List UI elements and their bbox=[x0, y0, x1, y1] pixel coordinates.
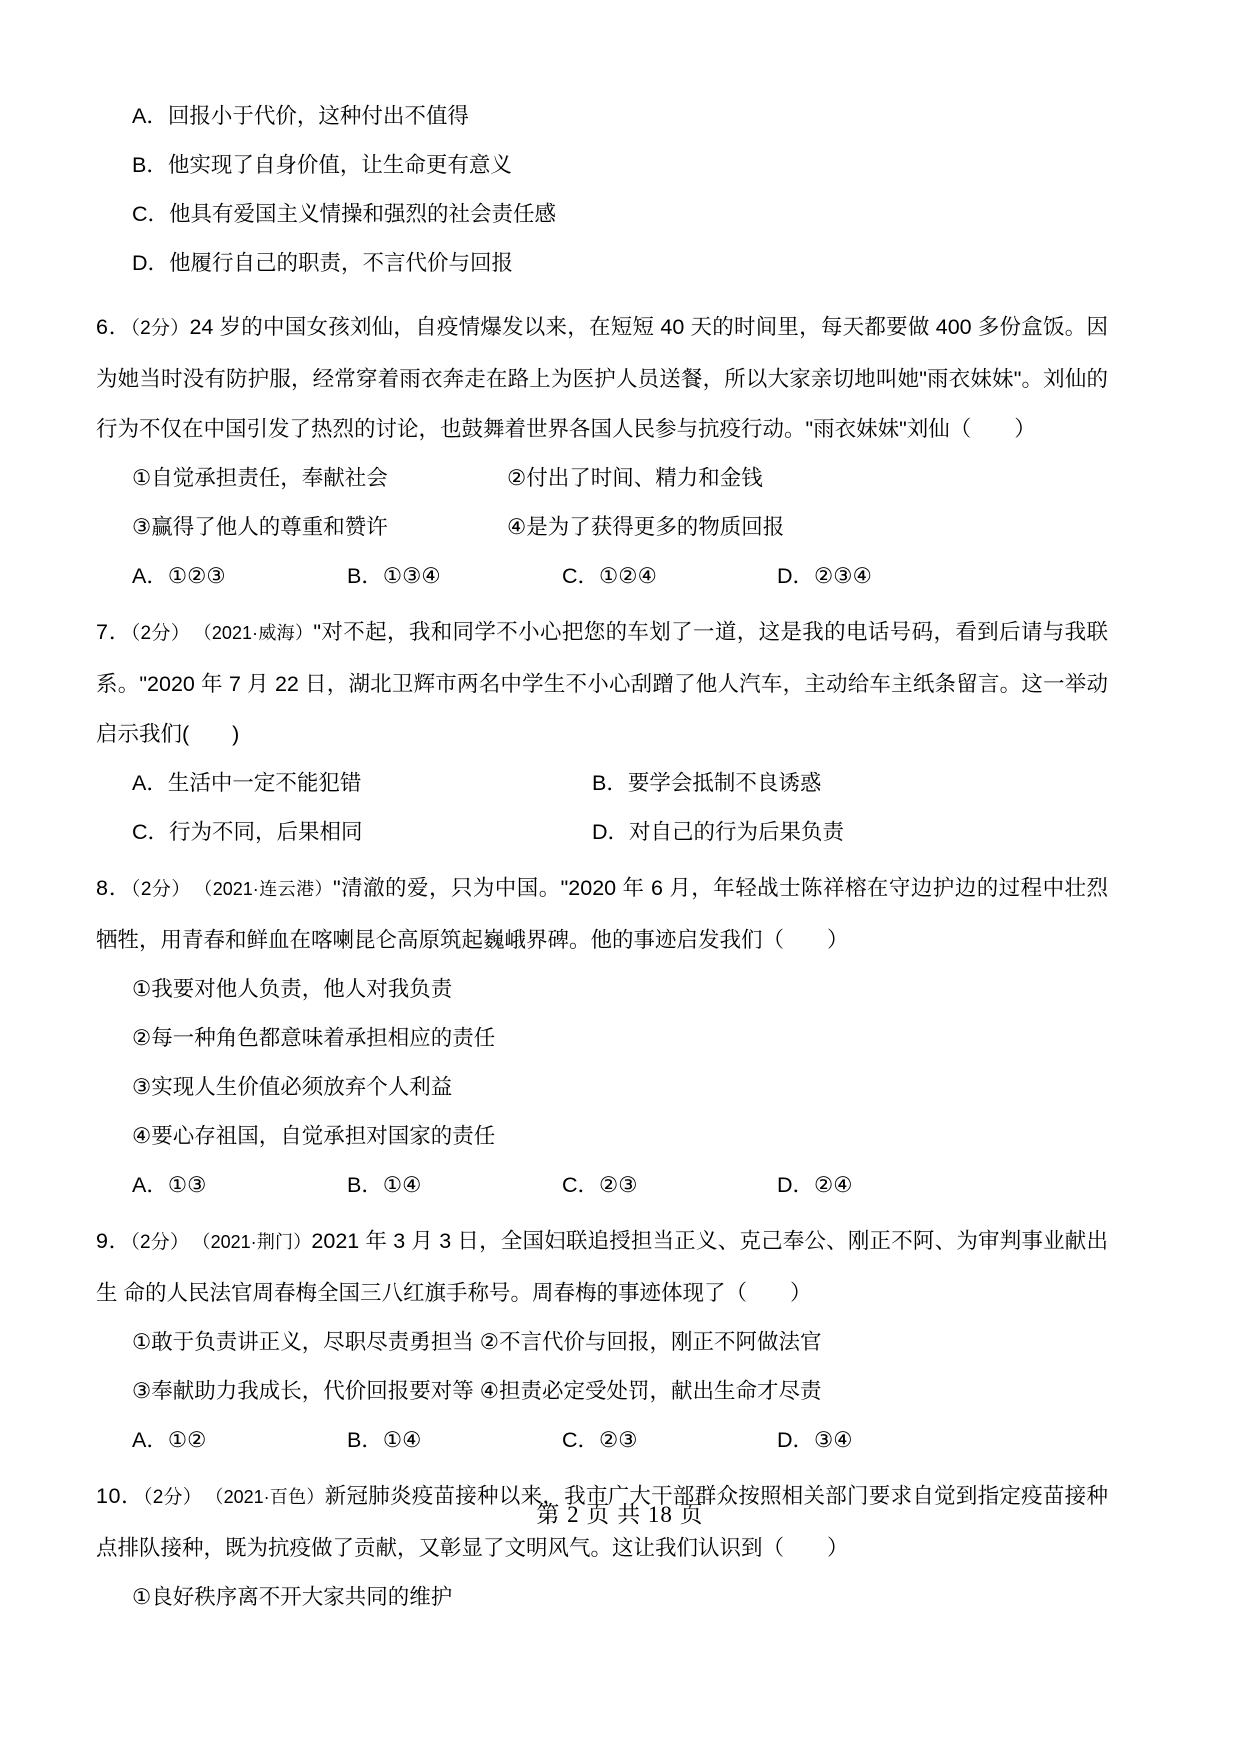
question-9-item-row-1: ①敢于负责讲正义，尽职尽责勇担当 ②不言代价与回报，刚正不阿做法官 bbox=[132, 1330, 822, 1354]
question-8-choices bbox=[96, 1161, 1108, 1210]
question-8 bbox=[96, 863, 1108, 1210]
question-7-stem: 7．（2分） （2021·威海）"对不起，我和同学不小心把您的车划了一道，这是我的电话号码，看到后请与我联系。"2020 年 7 月 22 日，湖北卫辉市两名中学生不小心刮蹭了他人汽车，主动给车主纸条留言。这一举动启示我们( ) bbox=[96, 620, 1108, 746]
carryover-option-b: B．他实现了自身价值，让生命更有意义 bbox=[132, 153, 512, 177]
page-content bbox=[96, 92, 1108, 1622]
question-7-choice-b[interactable]: B．要学会抵制不良诱惑 bbox=[592, 771, 822, 795]
question-6-choice-c[interactable]: C．①②④ bbox=[562, 564, 657, 588]
question-7-choice-c[interactable]: C．行为不同，后果相同 bbox=[132, 820, 363, 844]
question-8-stem: 8．（2分） （2021·连云港）"清澈的爱，只为中国。"2020 年 6 月，年轻战士陈祥榕在守边护边的过程中壮烈牺牲，用青春和鲜血在喀喇昆仑高原筑起巍峨界碑。他的事迹启发我们（ ） bbox=[96, 876, 1108, 952]
question-6-items-row-1 bbox=[96, 454, 1108, 503]
question-9-choices bbox=[96, 1416, 1108, 1465]
question-10 bbox=[96, 1471, 1108, 1622]
page-footer: 第 2 页 共 18 页 bbox=[536, 1502, 704, 1527]
question-7-source: （2021·威海） bbox=[202, 623, 314, 643]
question-6-item-4: ④是为了获得更多的物质回报 bbox=[507, 515, 785, 539]
question-8-text: "清澈的爱，只为中国。"2020 年 6 月，年轻战士陈祥榕在守边护边的过程中壮烈牺牲，用青春和鲜血在喀喇昆仑高原筑起巍峨界碑。他的事迹启发我们（ ） bbox=[96, 876, 1108, 952]
question-9-choice-a[interactable]: A．①② bbox=[132, 1428, 207, 1452]
question-9-choice-b[interactable]: B．①④ bbox=[347, 1428, 422, 1452]
question-9-source: （2021·荆门） bbox=[201, 1232, 312, 1252]
question-9-number: 9 bbox=[96, 1229, 109, 1253]
question-7-text: "对不起，我和同学不小心把您的车划了一道，这是我的电话号码，看到后请与我联系。"2020 年 7 月 22 日，湖北卫辉市两名中学生不小心刮蹭了他人汽车，主动给车主纸条留言。这一举动启示我们( ) bbox=[96, 620, 1108, 746]
carryover-option-c: C．他具有爱国主义情操和强烈的社会责任感 bbox=[132, 202, 557, 226]
question-7-choice-d[interactable]: D．对自己的行为后果负责 bbox=[592, 820, 845, 844]
carryover-option-d: D．他履行自己的职责，不言代价与回报 bbox=[132, 251, 514, 275]
question-10-item-1: ①良好秩序离不开大家共同的维护 bbox=[132, 1585, 453, 1609]
question-6-choices bbox=[96, 552, 1108, 601]
question-9-choice-d[interactable]: D．③④ bbox=[777, 1428, 853, 1452]
question-8-source: （2021·连云港） bbox=[203, 879, 334, 899]
question-8-marks: （2分） bbox=[130, 879, 182, 900]
question-8-choice-b[interactable]: B．①④ bbox=[347, 1173, 422, 1197]
question-9-choice-c[interactable]: C．②③ bbox=[562, 1428, 638, 1452]
question-8-item-1: ①我要对他人负责，他人对我负责 bbox=[132, 977, 453, 1001]
question-6 bbox=[96, 302, 1108, 601]
question-8-number: 8 bbox=[96, 876, 109, 900]
question-8-item-2: ②每一种角色都意味着承担相应的责任 bbox=[132, 1026, 496, 1050]
question-8-choice-c[interactable]: C．②③ bbox=[562, 1173, 638, 1197]
question-7-number: 7 bbox=[96, 620, 109, 644]
question-7-marks: （2分） bbox=[130, 623, 181, 644]
question-7-choices-row-1 bbox=[96, 759, 1108, 808]
question-8-choice-d[interactable]: D．②④ bbox=[777, 1173, 853, 1197]
question-8-item-3: ③实现人生价值必须放弃个人利益 bbox=[132, 1075, 453, 1099]
question-6-choice-d[interactable]: D．②③④ bbox=[777, 564, 872, 588]
spacer bbox=[96, 288, 1108, 302]
question-9-text: 2021 年 3 月 3 日，全国妇联追授担当正义、克己奉公、刚正不阿、为审判事业献出生 命的人民法官周春梅全国三八红旗手称号。周春梅的事迹体现了（ ） bbox=[96, 1229, 1108, 1305]
question-6-items-row-2 bbox=[96, 503, 1108, 552]
question-9-stem: 9．（2分） （2021·荆门）2021 年 3 月 3 日，全国妇联追授担当正义、克己奉公、刚正不阿、为审判事业献出生 命的人民法官周春梅全国三八红旗手称号。周春梅的事迹体现了（ ） bbox=[96, 1229, 1108, 1305]
question-9-marks: （2分） bbox=[130, 1232, 180, 1253]
question-6-choice-a[interactable]: A．①②③ bbox=[132, 564, 226, 588]
question-7 bbox=[96, 607, 1108, 857]
question-7-choices-row-2 bbox=[96, 808, 1108, 857]
question-10-text: 新冠肺炎疫苗接种以来，我市广大干部群众按照相关部门要求自觉到指定疫苗接种点排队接种，既为抗疫做了贡献，又彰显了文明风气。这让我们认识到（ ） bbox=[96, 1484, 1108, 1560]
question-6-item-2: ②付出了时间、精力和金钱 bbox=[507, 466, 763, 490]
question-10-marks: （2分） bbox=[142, 1487, 193, 1508]
carryover-option-a: A．回报小于代价，这种付出不值得 bbox=[132, 104, 469, 128]
question-6-marks: （2分） bbox=[130, 318, 190, 339]
question-8-choice-a[interactable]: A．①③ bbox=[132, 1173, 207, 1197]
question-6-item-3: ③赢得了他人的尊重和赞许 bbox=[132, 515, 388, 539]
question-10-source: （2021·百色） bbox=[214, 1487, 325, 1507]
question-6-text: 24 岁的中国女孩刘仙，自疫情爆发以来，在短短 40 天的时间里，每天都要做 400 多份盒饭。因为她当时没有防护服，经常穿着雨衣奔走在路上为医护人员送餐，所以大家亲切地叫她"雨衣妹妹"。刘仙的行为不仅在中国引发了热烈的讨论，也鼓舞着世界各国人民参与抗疫行动。"雨衣妹妹"刘仙（ ） bbox=[96, 315, 1108, 441]
question-6-stem: 6．（2分）24 岁的中国女孩刘仙，自疫情爆发以来，在短短 40 天的时间里，每天都要做 400 多份盒饭。因为她当时没有防护服，经常穿着雨衣奔走在路上为医护人员送餐，所以大家亲切地叫她"雨衣妹妹"。刘仙的行为不仅在中国引发了热烈的讨论，也鼓舞着世界各国人民参与抗疫行动。"雨衣妹妹"刘仙（ ） bbox=[96, 315, 1108, 441]
question-7-choice-a[interactable]: A．生活中一定不能犯错 bbox=[132, 771, 362, 795]
question-8-item-4: ④要心存祖国，自觉承担对国家的责任 bbox=[132, 1124, 496, 1148]
question-9 bbox=[96, 1216, 1108, 1465]
question-10-number: 10 bbox=[96, 1484, 121, 1508]
question-6-number: 6 bbox=[96, 315, 109, 339]
question-9-item-row-2: ③奉献助力我成长，代价回报要对等 ④担责必定受处罚，献出生命才尽责 bbox=[132, 1379, 822, 1403]
question-6-item-1: ①自觉承担责任，奉献社会 bbox=[132, 466, 388, 490]
question-10-stem: 10．（2分） （2021·百色）新冠肺炎疫苗接种以来，我市广大干部群众按照相关部门要求自觉到指定疫苗接种点排队接种，既为抗疫做了贡献，又彰显了文明风气。这让我们认识到（ ） bbox=[96, 1484, 1108, 1560]
question-6-choice-b[interactable]: B．①③④ bbox=[347, 564, 441, 588]
